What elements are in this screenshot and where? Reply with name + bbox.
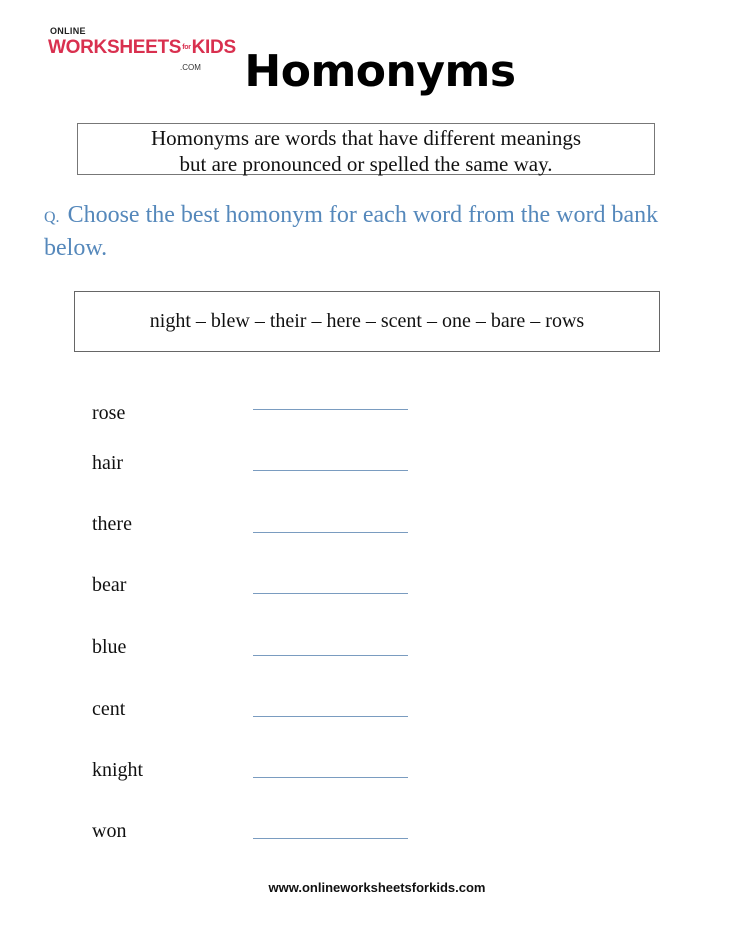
answer-blank[interactable]: [253, 655, 408, 656]
exercise-item: [92, 758, 412, 788]
word-bank-separator: –: [475, 310, 486, 332]
item-word: there: [92, 513, 132, 535]
word-bank-word: night: [149, 310, 191, 332]
word-bank-word: rows: [545, 310, 585, 332]
exercise-item: [92, 451, 412, 481]
question-prompt: [44, 200, 704, 263]
definition-line-1: Homonyms are words that have different meanings: [151, 126, 581, 150]
word-bank-separator: –: [254, 310, 265, 332]
answer-blank[interactable]: [253, 470, 408, 471]
logo-com-text: .COM: [180, 63, 201, 72]
item-word: cent: [92, 698, 126, 720]
logo-kids-text: KIDS: [191, 37, 236, 58]
logo-online-text: ONLINE: [50, 26, 86, 36]
word-bank-separator: –: [195, 310, 206, 332]
word-bank: [74, 291, 660, 352]
exercise-item: [92, 635, 412, 665]
exercise-item: [92, 697, 412, 727]
question-label: Q.: [44, 209, 60, 226]
item-word: rose: [92, 402, 126, 424]
item-word: blue: [92, 636, 127, 658]
exercise-item: [92, 512, 412, 542]
logo-worksheets-text: WORKSHEETS: [48, 37, 182, 58]
question-text: Choose the best homonym for each word from the word bank below.: [44, 202, 659, 261]
word-bank-separator: –: [530, 310, 541, 332]
page-title: Homonyms: [244, 46, 516, 97]
answer-blank[interactable]: [253, 593, 408, 594]
logo-for-text: for: [182, 44, 191, 52]
item-word: bear: [92, 574, 127, 596]
exercise-item: [92, 819, 412, 849]
answer-blank[interactable]: [253, 777, 408, 778]
answer-blank[interactable]: [253, 532, 408, 533]
exercise-item: [92, 573, 412, 603]
item-word: won: [92, 820, 127, 842]
answer-blank[interactable]: [253, 409, 408, 410]
word-bank-word: here: [326, 310, 361, 332]
definition-line-2: but are pronounced or spelled the same way.: [179, 152, 553, 176]
item-word: knight: [92, 759, 144, 781]
word-bank-word: one: [441, 310, 471, 332]
footer-url: www.onlineworksheetsforkids.com: [268, 880, 486, 895]
word-bank-word: bare: [490, 310, 526, 332]
word-bank-separator: –: [365, 310, 376, 332]
item-word: hair: [92, 452, 124, 474]
answer-blank[interactable]: [253, 838, 408, 839]
word-bank-word: blew: [210, 310, 250, 332]
answer-blank[interactable]: [253, 716, 408, 717]
word-bank-word: scent: [380, 310, 422, 332]
word-bank-word: their: [269, 310, 307, 332]
word-bank-separator: –: [311, 310, 322, 332]
word-bank-separator: –: [426, 310, 437, 332]
exercise-item: [92, 401, 412, 431]
definition-box: [77, 123, 655, 175]
